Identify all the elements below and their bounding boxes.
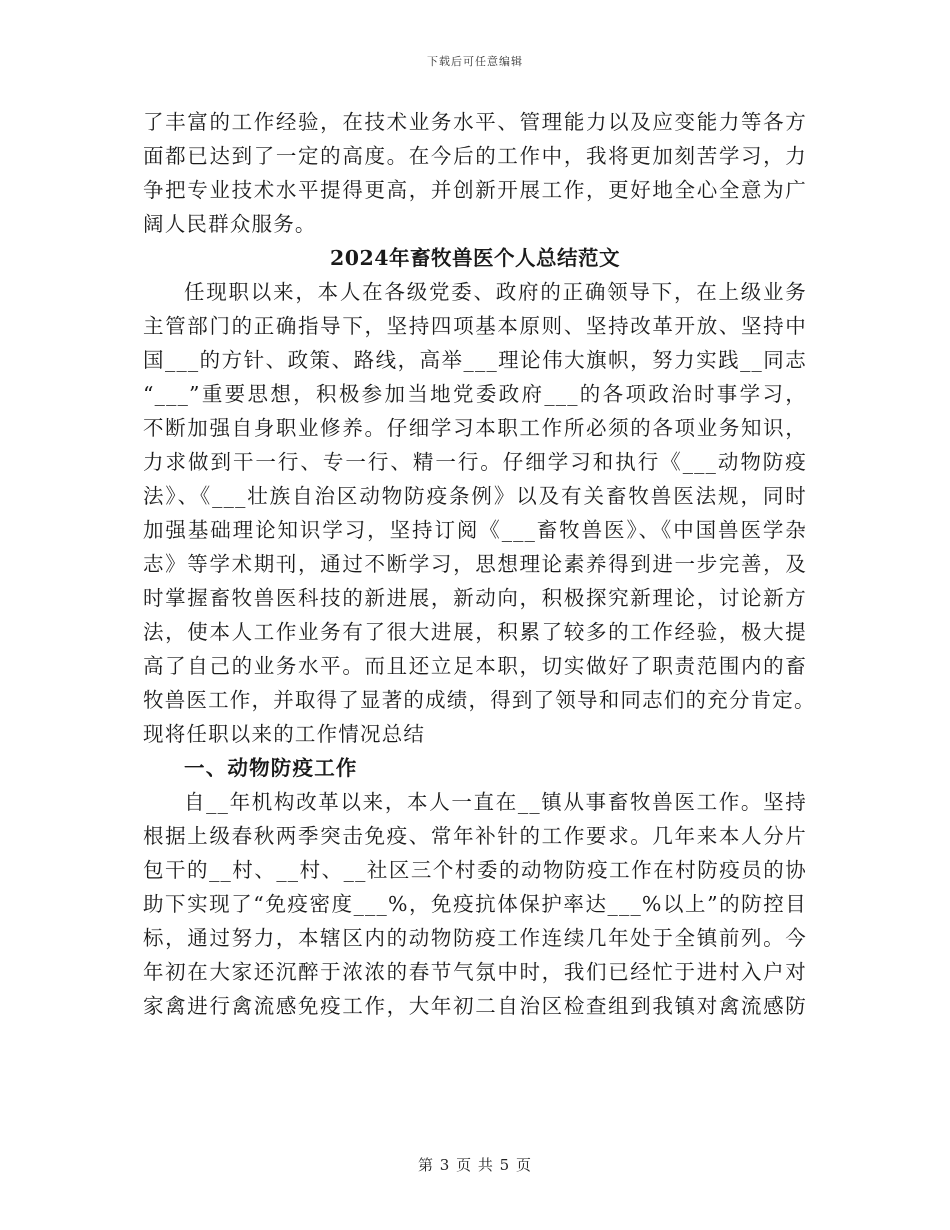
paragraph-line: 助下实现了“免疫密度___%，免疫抗体保护率达___%以上”的防控目: [143, 892, 807, 916]
paragraph-line: 任现职以来，本人在各级党委、政府的正确领导下，在上级业务: [184, 280, 807, 304]
paragraph-line: 力求做到干一行、专一行、精一行。仔细学习和执行《___动物防疫: [143, 450, 807, 474]
header-note: 下载后可任意编辑: [427, 55, 523, 68]
document-title: 2024年畜牧兽医个人总结范文: [329, 246, 621, 270]
paragraph-line: 加强基础理论知识学习，坚持订阅《___畜牧兽医》、《中国兽医学杂: [143, 518, 807, 542]
intro-line: 争把专业技术水平提得更高，并创新开展工作，更好地全心全意为广: [143, 178, 807, 202]
page-number: 第 3 页 共 5 页: [418, 1156, 532, 1174]
paragraph-line: 家禽进行禽流感免疫工作，大年初二自治区检查组到我镇对禽流感防: [143, 994, 807, 1018]
paragraph-line: 主管部门的正确指导下，坚持四项基本原则、坚持改革开放、坚持中: [143, 314, 807, 338]
paragraph-line: 标，通过努力，本辖区内的动物防疫工作连续几年处于全镇前列。今: [143, 926, 807, 950]
paragraph-line: “___”重要思想，积极参加当地党委政府___的各项政治时事学习，: [143, 382, 807, 406]
paragraph-line: 法》、《___壮族自治区动物防疫条例》以及有关畜牧兽医法规，同时: [143, 484, 807, 508]
document-body: [143, 105, 816, 1023]
paragraph-line: 志》等学术期刊，通过不断学习，思想理论素养得到进一步完善，及: [143, 552, 807, 576]
paragraph-line: 国___的方针、政策、路线，高举___理论伟大旗帜，努力实践__同志: [143, 348, 807, 372]
paragraph-line: 高了自己的业务水平。而且还立足本职，切实做好了职责范围内的畜: [143, 654, 807, 678]
paragraph-line: 时掌握畜牧兽医科技的新进展，新动向，积极探究新理论，讨论新方: [143, 586, 807, 610]
paragraph-line: 牧兽医工作，并取得了显著的成绩，得到了领导和同志们的充分肯定。: [143, 688, 816, 712]
paragraph-line: 不断加强自身职业修养。仔细学习本职工作所必须的各项业务知识，: [143, 416, 807, 440]
paragraph-line: 根据上级春秋两季突击免疫、常年补针的工作要求。几年来本人分片: [143, 824, 807, 848]
paragraph-line: 现将任职以来的工作情况总结: [143, 722, 426, 746]
intro-line: 了丰富的工作经验，在技术业务水平、管理能力以及应变能力等各方: [143, 110, 807, 134]
paragraph-line: 包干的__村、__村、__社区三个村委的动物防疫工作在村防疫员的协: [143, 858, 807, 882]
intro-line: 面都已达到了一定的高度。在今后的工作中，我将更加刻苦学习，力: [143, 144, 807, 168]
paragraph-line: 年初在大家还沉醉于浓浓的春节气氛中时，我们已经忙于进村入户对: [143, 960, 807, 984]
paragraph-line: 自__年机构改革以来，本人一直在__镇从事畜牧兽医工作。坚持: [184, 790, 807, 814]
paragraph-line: 法，使本人工作业务有了很大进展，积累了较多的工作经验，极大提: [143, 620, 807, 644]
intro-line: 阔人民群众服务。: [143, 212, 317, 236]
section-heading: 一、动物防疫工作: [184, 756, 358, 780]
